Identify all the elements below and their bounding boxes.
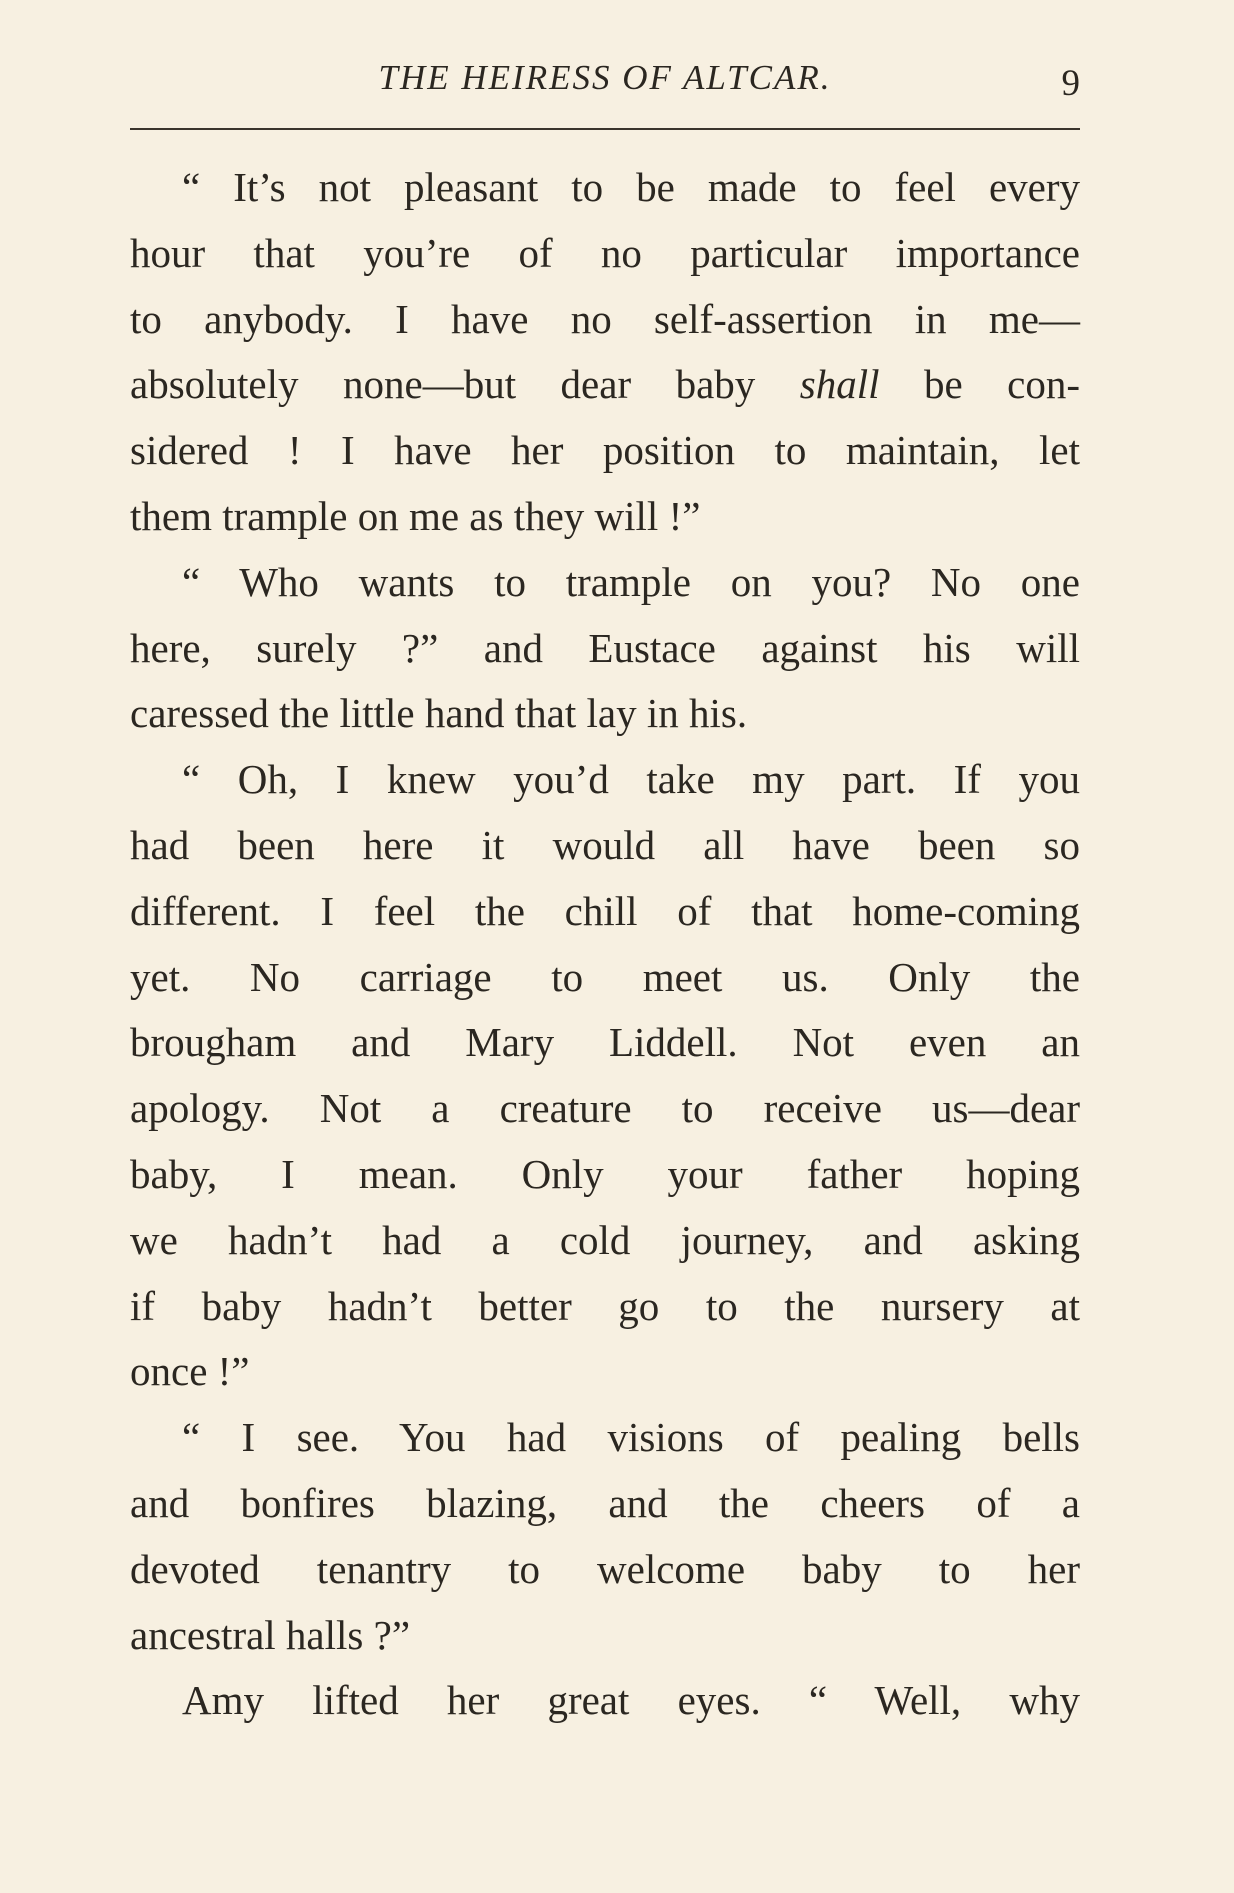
running-title: THE HEIRESS OF ALTCAR.	[378, 58, 832, 97]
text-line: hour that you’re of no particular importance	[130, 229, 1080, 276]
text-line: caressed the little hand that lay in his.	[130, 690, 748, 737]
text-line: once !”	[130, 1348, 250, 1395]
text-line: brougham and Mary Liddell. Not even an	[130, 1019, 1080, 1066]
text-line: we hadn’t had a cold journey, and asking	[130, 1216, 1080, 1263]
text-line: devoted tenantry to welcome baby to her	[130, 1545, 1080, 1592]
text-line: absolutely none—but dear baby shall be con-	[130, 361, 1080, 408]
text-line: yet. No carriage to meet us. Only the	[130, 953, 1080, 1000]
emphasis-word: shall	[799, 361, 880, 408]
text-line: ancestral halls ?”	[130, 1611, 411, 1658]
text-line: to anybody. I have no self-assertion in me—	[130, 295, 1080, 342]
text-line: “ Oh, I knew you’d take my part. If you	[182, 756, 1080, 803]
text-line: apology. Not a creature to receive us—dear	[130, 1085, 1080, 1132]
header-rule	[130, 128, 1080, 130]
page-number: 9	[1061, 63, 1080, 104]
text-line: them trample on me as they will !”	[130, 492, 701, 539]
text-line: “ I see. You had visions of pealing bells	[182, 1414, 1080, 1461]
text-line: here, surely ?” and Eustace against his will	[130, 624, 1080, 671]
text-line: had been here it would all have been so	[130, 821, 1080, 868]
text-line: sidered ! I have her position to maintain, let	[130, 427, 1080, 474]
text-line: Amy lifted her great eyes. “ Well, why	[182, 1677, 1080, 1724]
text-line: if baby hadn’t better go to the nursery at	[130, 1282, 1080, 1329]
text-line: baby, I mean. Only your father hoping	[130, 1150, 1080, 1197]
text-line: “ It’s not pleasant to be made to feel every	[182, 164, 1080, 210]
body-text	[130, 155, 1080, 1734]
text-line: different. I feel the chill of that home-coming	[130, 887, 1080, 934]
page-header	[130, 58, 1080, 118]
text-line: “ Who wants to trample on you? No one	[182, 558, 1080, 605]
text-line: and bonfires blazing, and the cheers of a	[130, 1479, 1080, 1526]
